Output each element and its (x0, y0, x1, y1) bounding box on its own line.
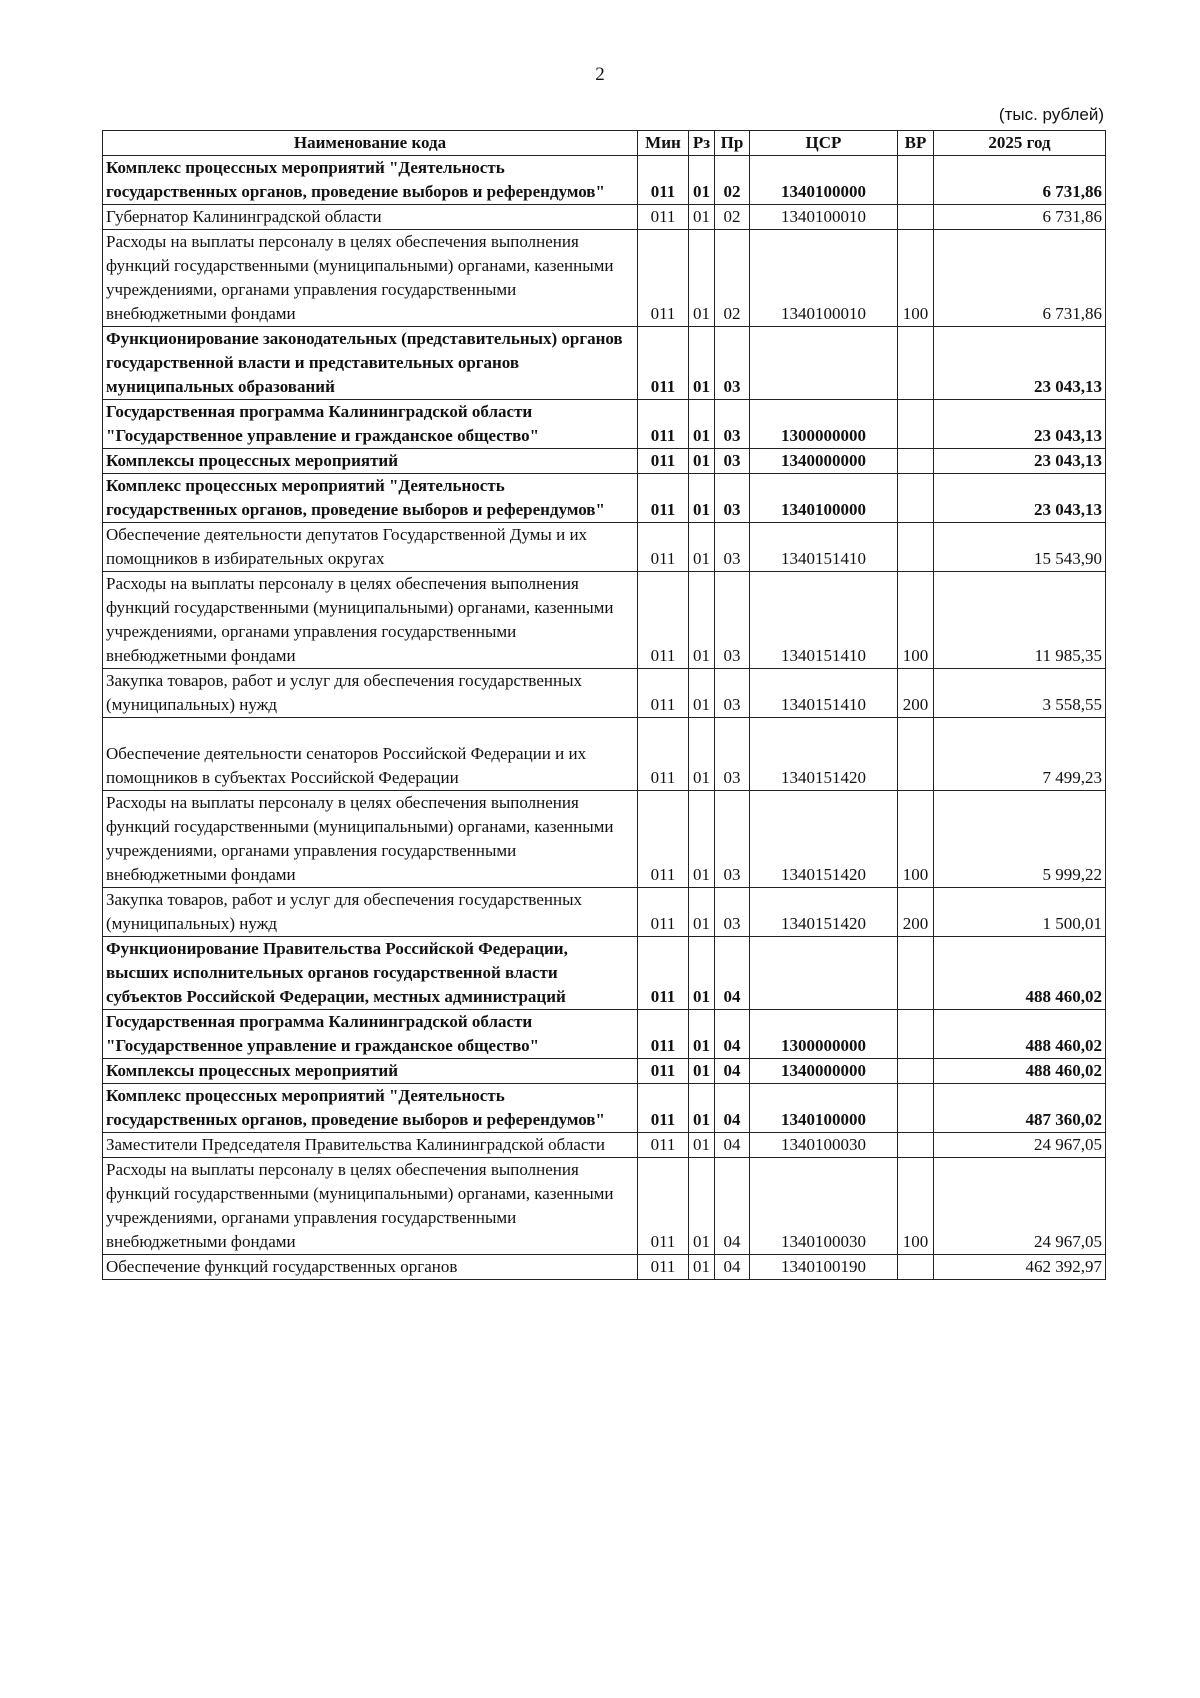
row-min-cell: 011 (638, 327, 689, 400)
row-name-cell: Комплекс процессных мероприятий "Деятельность государственных органов, проведение выборов и референдумов" (103, 1084, 638, 1133)
row-vr-cell (898, 327, 934, 400)
row-pr-cell: 02 (715, 230, 750, 327)
table-body (103, 156, 1106, 1280)
row-pr-cell: 03 (715, 888, 750, 937)
row-csr-cell: 1340100190 (750, 1255, 898, 1280)
row-csr-cell: 1340000000 (750, 449, 898, 474)
row-min-cell: 011 (638, 1255, 689, 1280)
row-amount-cell: 23 043,13 (934, 400, 1106, 449)
row-rz-cell: 01 (689, 572, 715, 669)
table-row (103, 230, 1106, 327)
row-min-cell: 011 (638, 1010, 689, 1059)
header-min: Мин (638, 131, 689, 156)
header-vr: ВР (898, 131, 934, 156)
row-rz-cell: 01 (689, 1059, 715, 1084)
table-row (103, 1084, 1106, 1133)
row-pr-cell: 04 (715, 1255, 750, 1280)
row-csr-cell: 1300000000 (750, 400, 898, 449)
row-amount-cell: 6 731,86 (934, 205, 1106, 230)
row-vr-cell (898, 1133, 934, 1158)
row-min-cell: 011 (638, 888, 689, 937)
table-row (103, 1255, 1106, 1280)
row-name-cell: Государственная программа Калининградской области "Государственное управление и гражданское общество" (103, 1010, 638, 1059)
row-pr-cell: 04 (715, 1158, 750, 1255)
row-vr-cell (898, 523, 934, 572)
row-csr-cell (750, 327, 898, 400)
row-min-cell: 011 (638, 1133, 689, 1158)
page-number: 2 (595, 64, 605, 85)
row-rz-cell: 01 (689, 327, 715, 400)
row-vr-cell (898, 1255, 934, 1280)
row-csr-cell: 1340151410 (750, 669, 898, 718)
row-name-cell: Расходы на выплаты персоналу в целях обеспечения выполнения функций государственными (муниципальными) органами, казенными учреждениями, органами управления государственными внебюджетными фондами (103, 1158, 638, 1255)
row-name-cell: Закупка товаров, работ и услуг для обеспечения государственных (муниципальных) нужд (103, 669, 638, 718)
row-vr-cell (898, 449, 934, 474)
header-csr: ЦСР (750, 131, 898, 156)
row-amount-cell: 6 731,86 (934, 156, 1106, 205)
row-csr-cell: 1340100000 (750, 156, 898, 205)
row-name-cell: Расходы на выплаты персоналу в целях обеспечения выполнения функций государственными (муниципальными) органами, казенными учреждениями, органами управления государственными внебюджетными фондами (103, 791, 638, 888)
row-amount-cell: 1 500,01 (934, 888, 1106, 937)
row-min-cell: 011 (638, 400, 689, 449)
row-pr-cell: 02 (715, 156, 750, 205)
row-amount-cell: 3 558,55 (934, 669, 1106, 718)
row-csr-cell: 1340100000 (750, 1084, 898, 1133)
row-amount-cell: 15 543,90 (934, 523, 1106, 572)
row-vr-cell (898, 156, 934, 205)
row-csr-cell: 1340151420 (750, 718, 898, 791)
header-name: Наименование кода (103, 131, 638, 156)
header-pr: Пр (715, 131, 750, 156)
row-vr-cell: 100 (898, 572, 934, 669)
row-vr-cell (898, 400, 934, 449)
table-row (103, 474, 1106, 523)
row-min-cell: 011 (638, 669, 689, 718)
row-rz-cell: 01 (689, 230, 715, 327)
row-csr-cell: 1340151420 (750, 791, 898, 888)
row-vr-cell: 200 (898, 888, 934, 937)
row-amount-cell: 5 999,22 (934, 791, 1106, 888)
row-pr-cell: 04 (715, 1059, 750, 1084)
table-row (103, 449, 1106, 474)
row-amount-cell: 23 043,13 (934, 449, 1106, 474)
row-pr-cell: 03 (715, 523, 750, 572)
row-name-cell: Закупка товаров, работ и услуг для обеспечения государственных (муниципальных) нужд (103, 888, 638, 937)
row-pr-cell: 02 (715, 205, 750, 230)
row-name-cell: Заместители Председателя Правительства Калининградской области (103, 1133, 638, 1158)
row-rz-cell: 01 (689, 400, 715, 449)
row-amount-cell: 24 967,05 (934, 1133, 1106, 1158)
row-name-cell: Расходы на выплаты персоналу в целях обеспечения выполнения функций государственными (муниципальными) органами, казенными учреждениями, органами управления государственными внебюджетными фондами (103, 230, 638, 327)
row-csr-cell: 1340100000 (750, 474, 898, 523)
row-rz-cell: 01 (689, 791, 715, 888)
row-rz-cell: 01 (689, 1255, 715, 1280)
row-rz-cell: 01 (689, 888, 715, 937)
row-vr-cell (898, 718, 934, 791)
row-csr-cell: 1340100010 (750, 230, 898, 327)
row-pr-cell: 03 (715, 327, 750, 400)
row-min-cell: 011 (638, 791, 689, 888)
row-rz-cell: 01 (689, 205, 715, 230)
row-pr-cell: 04 (715, 1133, 750, 1158)
table-row (103, 400, 1106, 449)
table-row (103, 1010, 1106, 1059)
row-min-cell: 011 (638, 474, 689, 523)
row-pr-cell: 03 (715, 718, 750, 791)
row-amount-cell: 462 392,97 (934, 1255, 1106, 1280)
row-min-cell: 011 (638, 1158, 689, 1255)
row-rz-cell: 01 (689, 449, 715, 474)
row-name-cell: Комплексы процессных мероприятий (103, 1059, 638, 1084)
row-pr-cell: 03 (715, 400, 750, 449)
row-amount-cell: 23 043,13 (934, 474, 1106, 523)
row-csr-cell: 1340100030 (750, 1158, 898, 1255)
row-amount-cell: 7 499,23 (934, 718, 1106, 791)
row-vr-cell: 100 (898, 791, 934, 888)
row-name-cell: Комплекс процессных мероприятий "Деятельность государственных органов, проведение выборов и референдумов" (103, 156, 638, 205)
table-row (103, 1133, 1106, 1158)
row-rz-cell: 01 (689, 1010, 715, 1059)
table-row (103, 205, 1106, 230)
row-csr-cell: 1340000000 (750, 1059, 898, 1084)
row-vr-cell (898, 1059, 934, 1084)
row-min-cell: 011 (638, 1084, 689, 1133)
row-rz-cell: 01 (689, 1084, 715, 1133)
row-amount-cell: 11 985,35 (934, 572, 1106, 669)
row-amount-cell: 488 460,02 (934, 1059, 1106, 1084)
row-vr-cell: 200 (898, 669, 934, 718)
row-vr-cell (898, 937, 934, 1010)
table-row (103, 888, 1106, 937)
row-csr-cell: 1340151420 (750, 888, 898, 937)
table-row (103, 156, 1106, 205)
row-pr-cell: 04 (715, 1084, 750, 1133)
row-name-cell: Обеспечение функций государственных органов (103, 1255, 638, 1280)
row-min-cell: 011 (638, 937, 689, 1010)
row-rz-cell: 01 (689, 474, 715, 523)
row-name-cell: Государственная программа Калининградской области "Государственное управление и гражданское общество" (103, 400, 638, 449)
row-amount-cell: 6 731,86 (934, 230, 1106, 327)
row-name-cell: Функционирование Правительства Российской Федерации, высших исполнительных органов государственной власти субъектов Российской Федерации, местных администраций (103, 937, 638, 1010)
row-name-cell: Комплексы процессных мероприятий (103, 449, 638, 474)
row-name-cell: Обеспечение деятельности сенаторов Российской Федерации и их помощников в субъектах Российской Федерации (103, 718, 638, 791)
header-rz: Рз (689, 131, 715, 156)
table-row (103, 937, 1106, 1010)
row-vr-cell: 100 (898, 1158, 934, 1255)
row-vr-cell (898, 1084, 934, 1133)
table-row (103, 718, 1106, 791)
table-row (103, 1158, 1106, 1255)
row-vr-cell (898, 1010, 934, 1059)
row-pr-cell: 03 (715, 791, 750, 888)
table-row (103, 327, 1106, 400)
row-amount-cell: 488 460,02 (934, 1010, 1106, 1059)
row-min-cell: 011 (638, 718, 689, 791)
row-csr-cell: 1340100030 (750, 1133, 898, 1158)
row-rz-cell: 01 (689, 937, 715, 1010)
row-pr-cell: 03 (715, 474, 750, 523)
row-pr-cell: 04 (715, 937, 750, 1010)
row-amount-cell: 487 360,02 (934, 1084, 1106, 1133)
row-csr-cell: 1300000000 (750, 1010, 898, 1059)
units-label: (тыс. рублей) (998, 105, 1104, 124)
row-rz-cell: 01 (689, 156, 715, 205)
row-vr-cell (898, 205, 934, 230)
row-amount-cell: 23 043,13 (934, 327, 1106, 400)
row-csr-cell (750, 937, 898, 1010)
row-vr-cell: 100 (898, 230, 934, 327)
table-row (103, 523, 1106, 572)
row-min-cell: 011 (638, 230, 689, 327)
row-min-cell: 011 (638, 449, 689, 474)
row-min-cell: 011 (638, 523, 689, 572)
row-pr-cell: 04 (715, 1010, 750, 1059)
row-pr-cell: 03 (715, 572, 750, 669)
table-header-row (103, 131, 1106, 156)
row-rz-cell: 01 (689, 1158, 715, 1255)
row-csr-cell: 1340100010 (750, 205, 898, 230)
row-min-cell: 011 (638, 205, 689, 230)
row-amount-cell: 488 460,02 (934, 937, 1106, 1010)
row-name-cell: Губернатор Калининградской области (103, 205, 638, 230)
row-name-cell: Функционирование законодательных (представительных) органов государственной власти и представительных органов муниципальных образований (103, 327, 638, 400)
row-min-cell: 011 (638, 572, 689, 669)
row-pr-cell: 03 (715, 669, 750, 718)
row-vr-cell (898, 474, 934, 523)
row-min-cell: 011 (638, 156, 689, 205)
header-year: 2025 год (934, 131, 1106, 156)
row-amount-cell: 24 967,05 (934, 1158, 1106, 1255)
row-rz-cell: 01 (689, 718, 715, 791)
row-name-cell: Расходы на выплаты персоналу в целях обеспечения выполнения функций государственными (муниципальными) органами, казенными учреждениями, органами управления государственными внебюджетными фондами (103, 572, 638, 669)
row-csr-cell: 1340151410 (750, 523, 898, 572)
row-rz-cell: 01 (689, 669, 715, 718)
row-csr-cell: 1340151410 (750, 572, 898, 669)
row-rz-cell: 01 (689, 1133, 715, 1158)
row-name-cell: Обеспечение деятельности депутатов Государственной Думы и их помощников в избирательных округах (103, 523, 638, 572)
row-rz-cell: 01 (689, 523, 715, 572)
table-row (103, 669, 1106, 718)
row-name-cell: Комплекс процессных мероприятий "Деятельность государственных органов, проведение выборов и референдумов" (103, 474, 638, 523)
budget-table (102, 130, 1106, 1280)
table-row (103, 1059, 1106, 1084)
table-row (103, 572, 1106, 669)
row-pr-cell: 03 (715, 449, 750, 474)
table-row (103, 791, 1106, 888)
row-min-cell: 011 (638, 1059, 689, 1084)
